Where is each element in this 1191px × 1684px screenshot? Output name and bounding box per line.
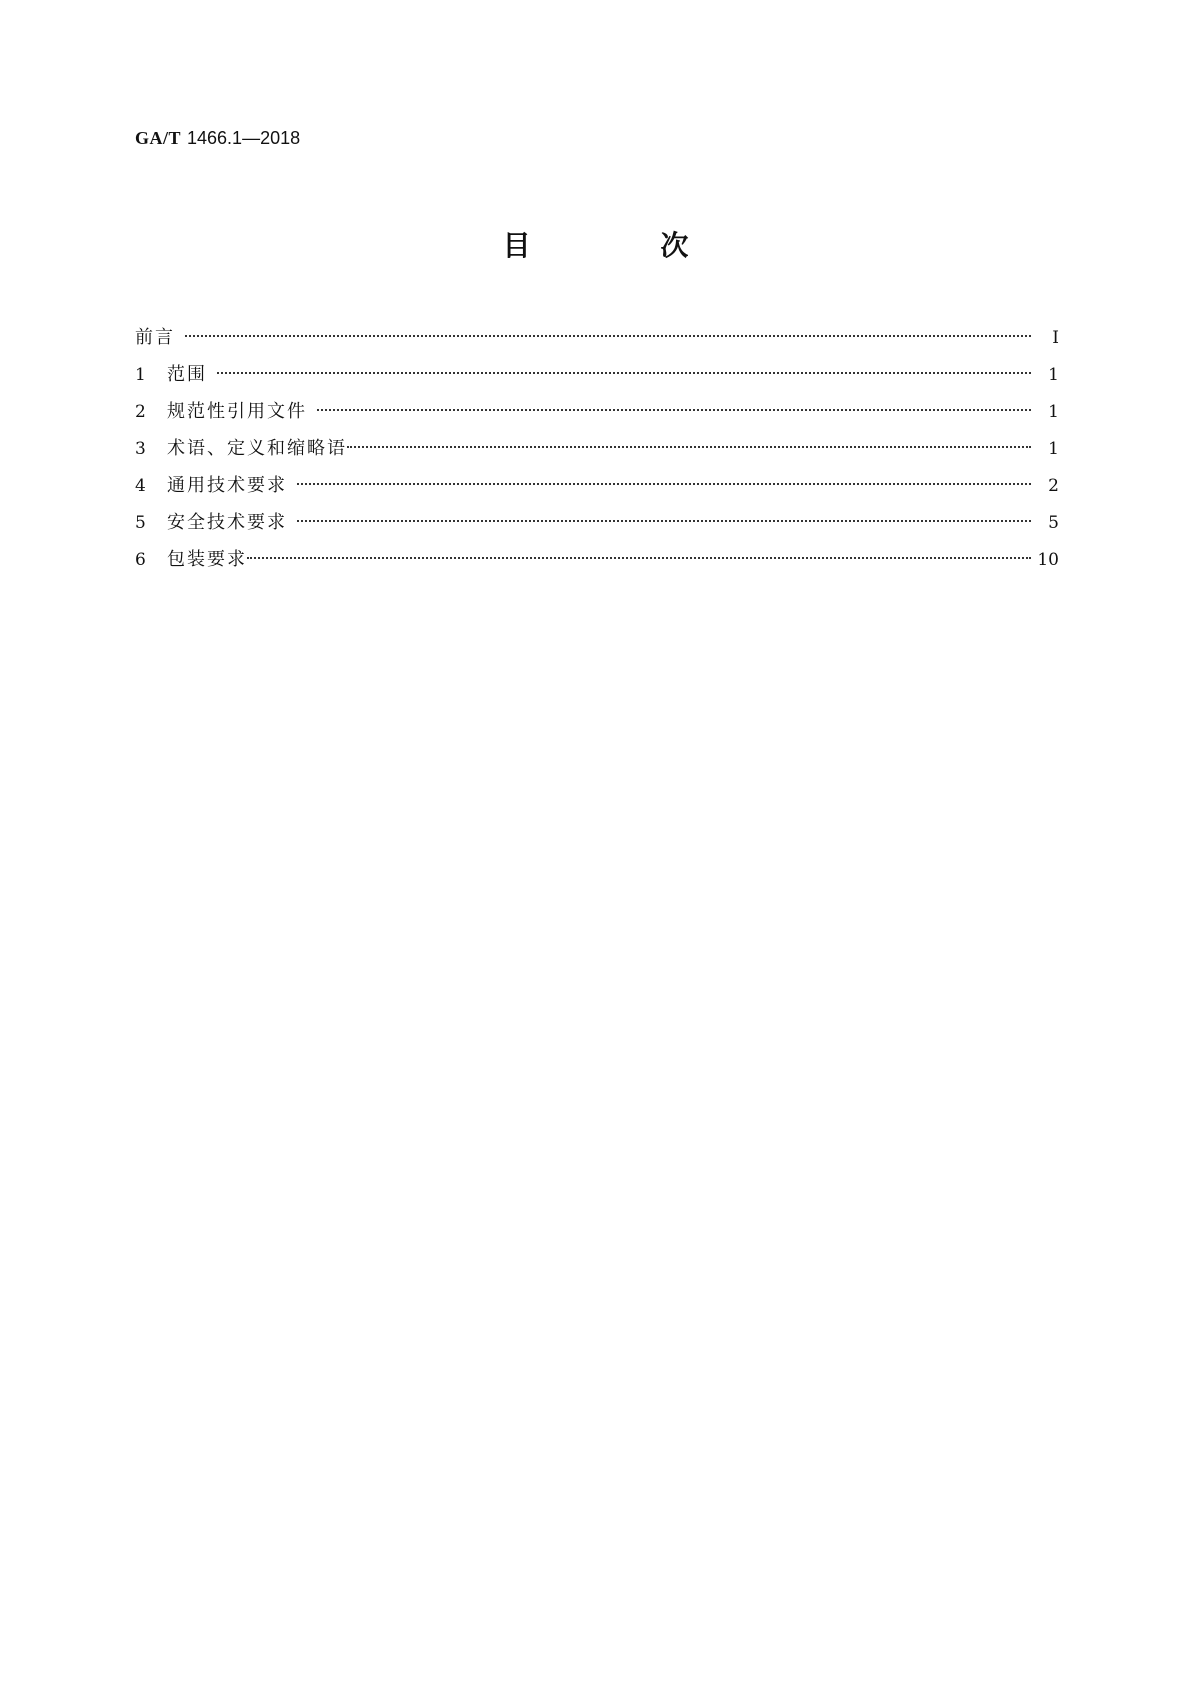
toc-entry-page: Ⅰ bbox=[1052, 328, 1059, 348]
toc-dot-leader bbox=[297, 520, 1031, 522]
toc-entry-page: 1 bbox=[1048, 365, 1059, 385]
toc-entry-number: 4 bbox=[135, 476, 146, 496]
toc-entry-number: 5 bbox=[135, 513, 146, 533]
toc-entry-number: 3 bbox=[135, 439, 146, 459]
toc-entry-scope[interactable] bbox=[135, 363, 1059, 400]
toc-entry-page: 2 bbox=[1048, 476, 1059, 496]
toc-entry-title: 通用技术要求 bbox=[167, 475, 287, 496]
toc-entry-page: 1 bbox=[1048, 402, 1059, 422]
toc-entry-packaging-requirements[interactable] bbox=[135, 548, 1059, 585]
toc-entry-title: 包装要求 bbox=[167, 549, 247, 570]
toc-entry-foreword[interactable] bbox=[135, 326, 1059, 363]
toc-dot-leader bbox=[317, 409, 1031, 411]
toc-dot-leader bbox=[347, 446, 1031, 448]
toc-entry-page: 1 bbox=[1048, 439, 1059, 459]
toc-entry-number: 2 bbox=[135, 402, 146, 422]
standard-prefix: GA/T bbox=[135, 128, 182, 148]
toc-dot-leader bbox=[247, 557, 1031, 559]
toc-entry-general-requirements[interactable] bbox=[135, 474, 1059, 511]
toc-entry-title: 安全技术要求 bbox=[167, 512, 287, 533]
toc-entry-title: 规范性引用文件 bbox=[167, 401, 307, 422]
document-standard-code bbox=[135, 126, 300, 151]
toc-entry-normative-references[interactable] bbox=[135, 400, 1059, 437]
standard-number: 1466.1—2018 bbox=[187, 128, 301, 148]
toc-entry-page: 5 bbox=[1048, 513, 1059, 533]
toc-entry-title: 术语、定义和缩略语 bbox=[167, 438, 347, 459]
toc-dot-leader bbox=[217, 372, 1031, 374]
toc-entry-terms-definitions[interactable] bbox=[135, 437, 1059, 474]
toc-entry-safety-requirements[interactable] bbox=[135, 511, 1059, 548]
toc-entry-number: 6 bbox=[135, 550, 146, 570]
toc-dot-leader bbox=[297, 483, 1031, 485]
toc-entry-page: 10 bbox=[1037, 550, 1059, 570]
toc-entry-title: 前言 bbox=[135, 327, 175, 348]
toc-dot-leader bbox=[185, 335, 1031, 337]
table-of-contents bbox=[135, 326, 1059, 585]
toc-entry-number: 1 bbox=[135, 365, 146, 385]
toc-entry-title: 范围 bbox=[167, 364, 207, 385]
toc-title: 目 次 bbox=[502, 229, 749, 262]
